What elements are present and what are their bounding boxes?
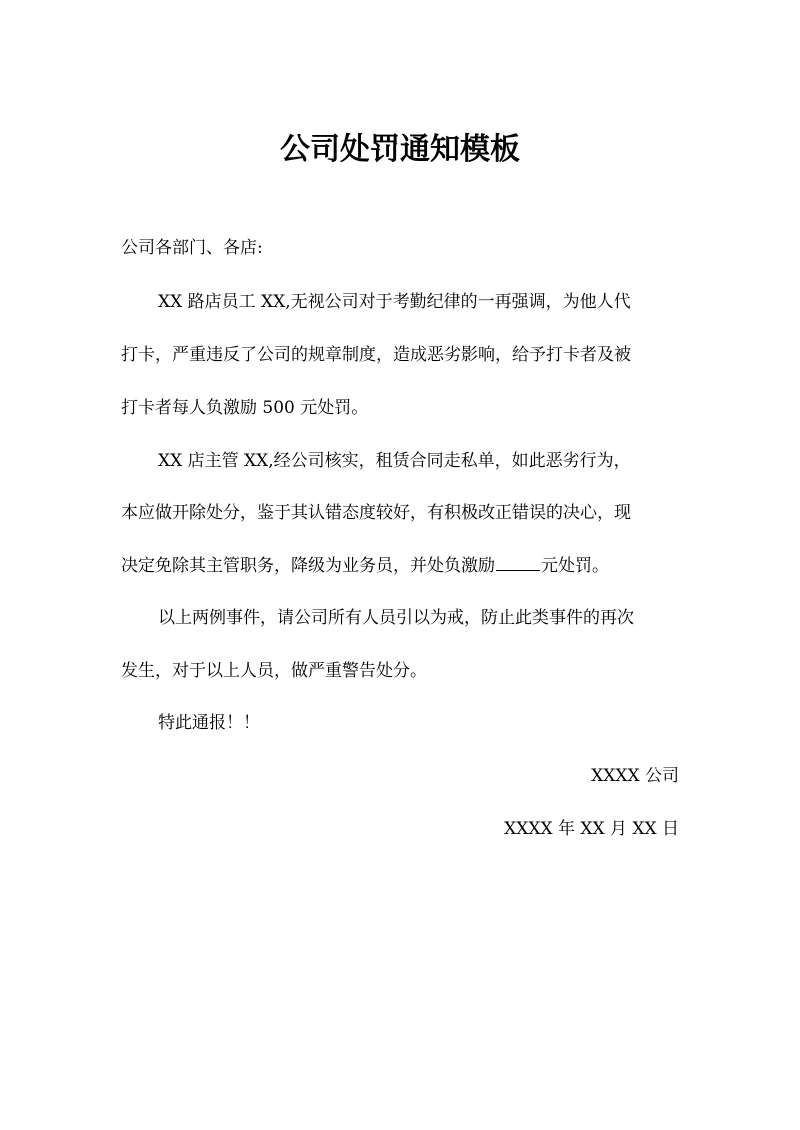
closing-line: 特此通报！！ bbox=[158, 713, 260, 733]
document-title: 公司处罚通知模板 bbox=[280, 132, 520, 167]
paragraph-2-line-1: XX 店主管 XX,经公司核实，租赁合同走私单，如此恶劣行为， bbox=[158, 451, 631, 471]
paragraph-1-line-3: 打卡者每人负激励 500 元处罚。 bbox=[121, 398, 369, 418]
paragraph-2-line-2: 本应做开除处分，鉴于其认错态度较好，有积极改正错误的决心，现 bbox=[121, 503, 631, 523]
paragraph-1-line-2: 打卡，严重违反了公司的规章制度，造成恶劣影响，给予打卡者及被 bbox=[121, 345, 631, 365]
paragraph-1-line-1: XX 路店员工 XX,无视公司对于考勤纪律的一再强调，为他人代 bbox=[158, 292, 631, 312]
paragraph-3-line-2: 发生，对于以上人员，做严重警告处分。 bbox=[121, 661, 427, 681]
signature-date: XXXX 年 XX 月 XX 日 bbox=[504, 819, 679, 839]
fill-in-blank bbox=[496, 554, 540, 571]
paragraph-3-line-1: 以上两例事件，请公司所有人员引以为戒，防止此类事件的再次 bbox=[158, 608, 634, 628]
paragraph-2-line-3-text-after: 元处罚。 bbox=[541, 556, 609, 576]
salutation: 公司各部门、各店: bbox=[121, 238, 263, 258]
paragraph-2-line-3 bbox=[121, 554, 609, 578]
paragraph-2-line-3-text-before: 决定免除其主管职务，降级为业务员，并处负激励 bbox=[121, 556, 495, 576]
signature-company: XXXX 公司 bbox=[591, 766, 679, 786]
